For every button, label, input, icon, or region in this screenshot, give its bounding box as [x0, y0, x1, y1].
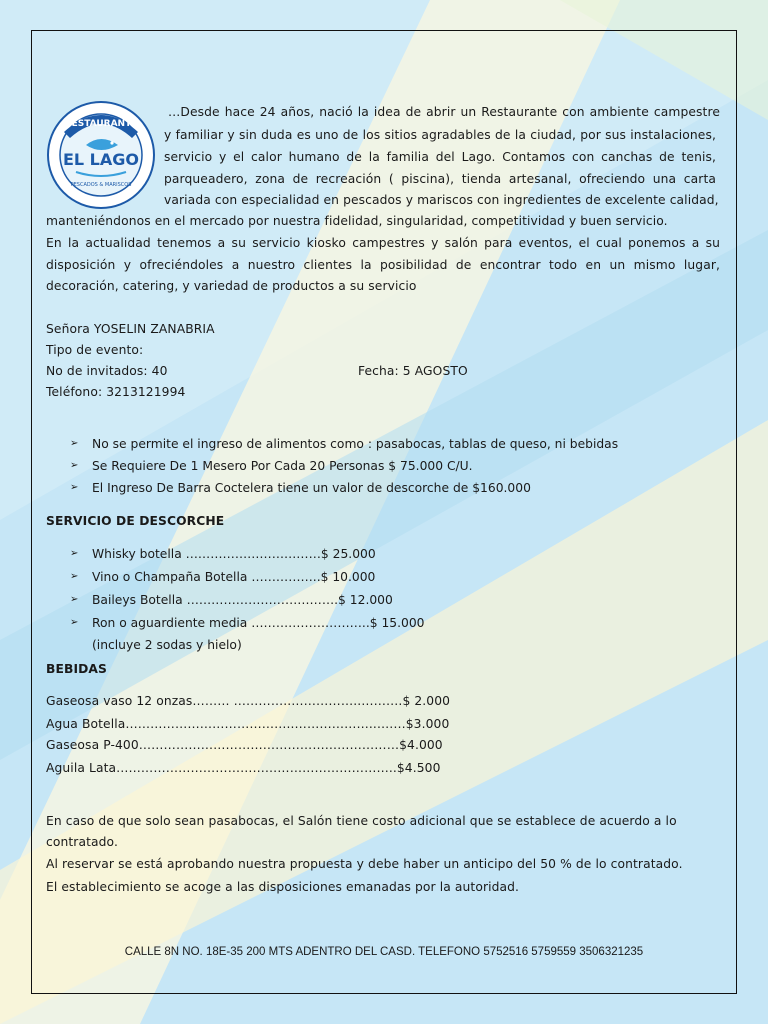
intro-line: …Desde hace 24 años, nació la idea de abrir un Restaurante con ambiente campestre — [168, 105, 720, 119]
client-name: Señora YOSELIN ZANABRIA — [46, 322, 215, 336]
intro-line: servicio y el calor humano de la familia del Lago. Contamos con canchas de tenis, — [164, 150, 716, 164]
intro-line: parqueadero, zona de recreación ( piscina), tienda artesanal, ofreciendo una carta — [164, 172, 716, 186]
rule-item: No se permite el ingreso de alimentos como : pasabocas, tablas de queso, ni bebidas — [92, 437, 619, 451]
closing-line: Al reservar se está aprobando nuestra propuesta y debe haber un anticipo del 50 % de lo contratado. — [46, 857, 683, 871]
descorche-item: Whisky botella ……………………………$ 25.000 — [92, 547, 376, 561]
bullet-arrow-icon: ➢ — [70, 460, 79, 471]
descorche-item: Ron o aguardiente media ………………………..$ 15.000 — [92, 616, 425, 630]
bullet-arrow-icon: ➢ — [70, 438, 79, 449]
intro-line: variada con especialidad en pescados y mariscos con ingredientes de excelente calidad, — [164, 193, 719, 207]
logo-bottom-text: PESCADOS & MARISCOS — [70, 182, 132, 188]
bullet-arrow-icon: ➢ — [70, 571, 79, 582]
bebida-item: Gaseosa P-400………………………………………………………$4.000 — [46, 738, 443, 752]
event-type: Tipo de evento: — [46, 343, 144, 357]
bebida-item: Aguila Lata…………………………………………………………..$4.500 — [46, 761, 441, 775]
logo-name: EL LAGO — [62, 150, 140, 169]
closing-line: contratado. — [46, 835, 118, 849]
restaurant-logo — [46, 100, 156, 210]
bebida-item: Gaseosa vaso 12 onzas……… …………..……………..……….$ 2.000 — [46, 694, 451, 708]
rule-item: Se Requiere De 1 Mesero Por Cada 20 Personas $ 75.000 C/U. — [92, 459, 473, 473]
bullet-arrow-icon: ➢ — [70, 482, 79, 493]
closing-line: El establecimiento se acoge a las disposiciones emanadas por la autoridad. — [46, 880, 520, 894]
intro-line: y familiar y sin duda es uno de los sitios agradables de la ciudad, por sus instalaciones, — [164, 128, 716, 142]
intro-line: decoración, catering, y variedad de productos a su servicio — [46, 279, 417, 293]
descorche-item: Baileys Botella ……………………………….$ 12.000 — [92, 593, 393, 607]
intro-line: disposición y ofreciéndoles a nuestro clientes la posibilidad de encontrar todo en un mismo lugar, — [46, 258, 720, 272]
bullet-arrow-icon: ➢ — [70, 548, 79, 559]
event-date: Fecha: 5 AGOSTO — [358, 364, 468, 378]
intro-line: manteniéndonos en el mercado por nuestra fidelidad, singularidad, competitividad y buen servicio. — [46, 214, 668, 228]
guest-count: No de invitados: 40 — [46, 364, 168, 378]
descorche-item: Vino o Champaña Botella ……………..$ 10.000 — [92, 570, 376, 584]
descorche-note: (incluye 2 sodas y hielo) — [92, 638, 242, 652]
bebida-item: Agua Botella…………………………………..………………...……$3.000 — [46, 717, 450, 731]
client-phone: Teléfono: 3213121994 — [46, 385, 186, 399]
logo-top-text: RESTAURANTE — [64, 119, 138, 129]
rule-item: El Ingreso De Barra Coctelera tiene un valor de descorche de $160.000 — [92, 481, 531, 495]
descorche-heading: SERVICIO DE DESCORCHE — [46, 514, 225, 528]
bullet-arrow-icon: ➢ — [70, 594, 79, 605]
closing-line: En caso de que solo sean pasabocas, el Salón tiene costo adicional que se establece de acuerdo a lo — [46, 814, 677, 828]
intro-line: En la actualidad tenemos a su servicio kiosko campestres y salón para eventos, el cual ponemos a su — [46, 236, 720, 250]
footer-address: CALLE 8N NO. 18E-35 200 MTS ADENTRO DEL CASD. TELEFONO 5752516 5759559 3506321235 — [124, 946, 644, 958]
bebidas-heading: BEBIDAS — [46, 662, 108, 676]
bullet-arrow-icon: ➢ — [70, 617, 79, 628]
